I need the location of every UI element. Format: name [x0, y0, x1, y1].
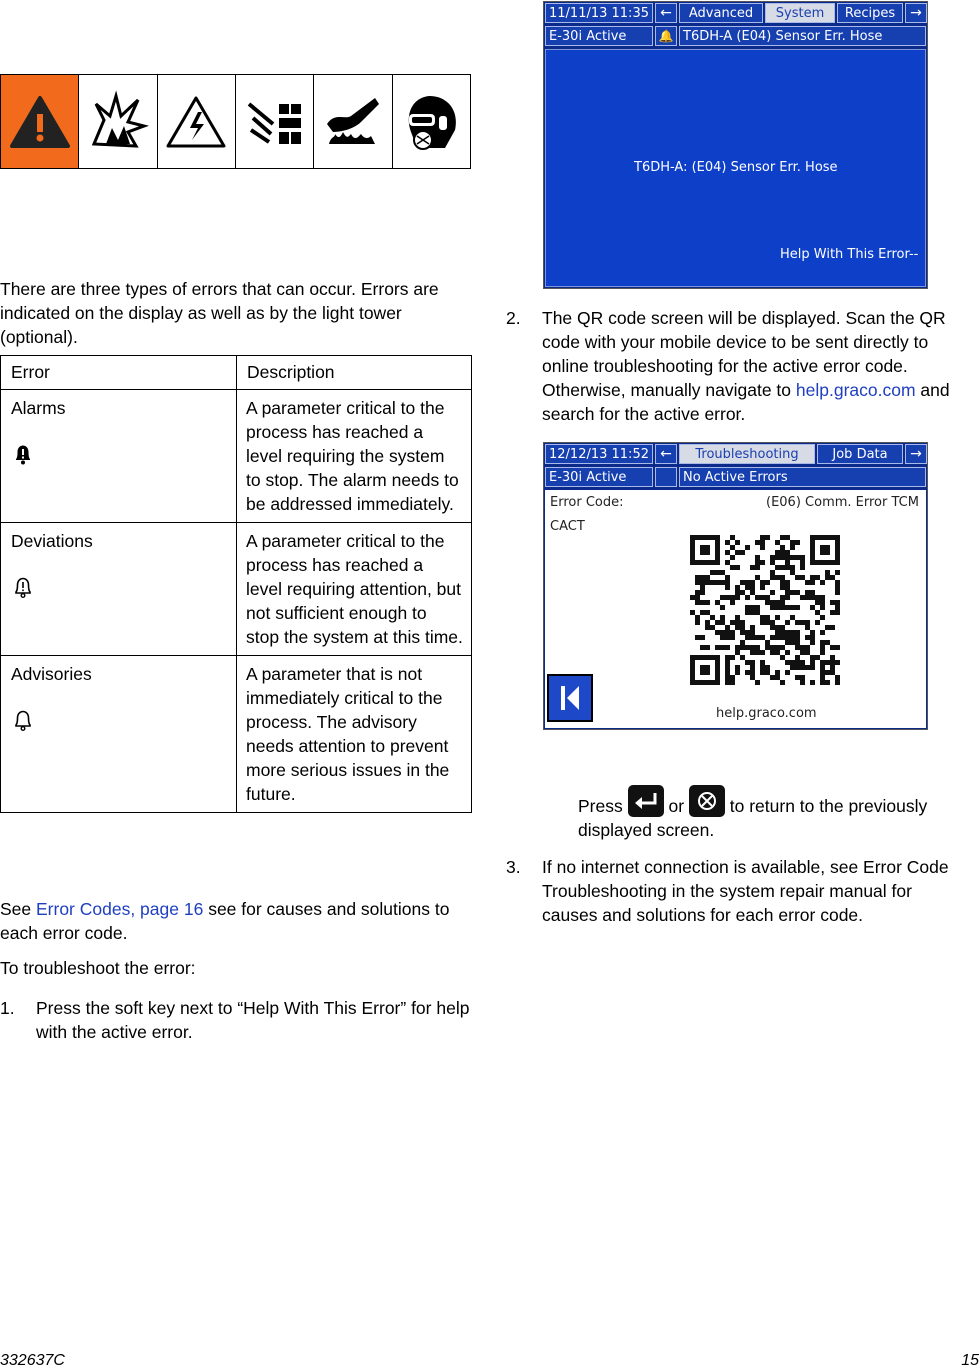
hazard-symbols [0, 74, 471, 169]
document-number: 332637C [0, 1352, 65, 1369]
status-bar: E-30i Active [545, 26, 653, 46]
tab-system[interactable]: System [765, 3, 835, 23]
error-cact: CACT [550, 519, 585, 534]
error-type-cell [1, 656, 237, 813]
tab-advanced[interactable]: Advanced [679, 3, 763, 23]
press-text-end: to return to the previously displayed screen. [578, 796, 928, 840]
arrow-right-icon[interactable]: → [905, 3, 927, 23]
page-number: 15 [961, 1352, 979, 1369]
see-suffix: see for causes and solutions to each error code. [0, 899, 450, 943]
empty-indicator [655, 467, 677, 487]
arrow-left-icon[interactable]: ← [655, 3, 677, 23]
step-text: Press the soft key next to “Help With This Error” for help with the active error. [36, 998, 470, 1042]
error-type-cell [1, 523, 237, 656]
step-2 [506, 306, 971, 426]
press-text: Press [578, 796, 628, 816]
error-description-cell: A parameter that is not immediately critical to the process. The advisory needs attention to prevent more serious issues in the future. [237, 656, 472, 813]
column-header: Error [1, 356, 237, 390]
datetime-bar: 11/11/13 11:35 [545, 3, 653, 23]
tab-job-data[interactable]: Job Data [817, 444, 903, 464]
status-bar: E-30i Active [545, 467, 653, 487]
troubleshoot-heading: To troubleshoot the error: [0, 958, 196, 978]
help-graco-link[interactable]: help.graco.com [795, 380, 916, 400]
ppe-icon [392, 75, 470, 168]
tab-recipes[interactable]: Recipes [837, 3, 903, 23]
table-row [1, 390, 472, 523]
step2-text-b: and search for the active error. [542, 380, 950, 424]
warning-triangle-icon [1, 75, 78, 168]
step-number: 1. [0, 998, 15, 1018]
datetime-bar: 12/12/13 11:52 [545, 444, 653, 464]
hot-surface-icon [313, 75, 391, 168]
step-3 [506, 855, 971, 955]
electric-shock-icon [157, 75, 235, 168]
error-type-label: Advisories [11, 664, 92, 684]
step2-text-a: The QR code screen will be displayed. Scan the QR code with your mobile device to be sent directly to online troubleshooting for the active error code. Otherwise, manually navigate to [542, 308, 946, 400]
step-text: If no internet connection is available, see Error Code Troubleshooting in the system repair manual for causes and solutions for each error code. [542, 857, 949, 925]
skip-back-icon [549, 676, 591, 720]
screen-error-text: T6DH-A: (E04) Sensor Err. Hose [634, 160, 838, 175]
deviation-bell-icon [11, 575, 35, 599]
help-url: help.graco.com [716, 706, 817, 721]
step-1 [0, 996, 472, 1046]
intro-paragraph: There are three types of errors that can occur. Errors are indicated on the display as well as by the light tower (optional). [0, 279, 439, 347]
error-type-cell [1, 390, 237, 523]
qr-code-screen [543, 442, 928, 730]
table-header-row [1, 356, 472, 390]
alarm-bell-icon [11, 442, 35, 466]
column-header: Description [237, 356, 472, 390]
error-codes-link[interactable]: Error Codes, page 16 [36, 899, 204, 919]
or-text: or [663, 796, 689, 816]
step-text [542, 306, 970, 426]
cancel-key-icon [689, 785, 725, 817]
alarm-bell-icon: 🔔 [655, 26, 677, 46]
arrow-right-icon[interactable]: → [905, 444, 927, 464]
error-types-table [0, 355, 472, 813]
qr-code-image [690, 535, 840, 685]
press-return-instruction [578, 794, 968, 842]
enter-key-icon [628, 785, 664, 817]
step-number: 2. [506, 308, 521, 328]
table-row [1, 523, 472, 656]
error-code-label: Error Code: [550, 495, 624, 510]
table-row [1, 656, 472, 813]
help-screen-display [543, 1, 928, 289]
error-description-cell: A parameter critical to the process has reached a level requiring the system to stop. The alarm needs to be addressed immediately. [237, 390, 472, 523]
crush-hazard-icon [235, 75, 313, 168]
arrow-left-icon[interactable]: ← [655, 444, 677, 464]
advisory-bell-icon [11, 708, 35, 732]
see-prefix: See [0, 899, 36, 919]
tab-troubleshooting[interactable]: Troubleshooting [679, 444, 815, 464]
error-type-label: Deviations [11, 531, 93, 551]
error-code-value: (E06) Comm. Error TCM [766, 495, 919, 510]
explosion-icon [78, 75, 156, 168]
error-bar: No Active Errors [679, 467, 926, 487]
help-with-error-softkey[interactable]: Help With This Error-- [780, 247, 919, 262]
back-to-start-button[interactable] [547, 674, 593, 722]
see-error-codes [0, 897, 470, 945]
error-bar: T6DH-A (E04) Sensor Err. Hose [679, 26, 926, 46]
step-number: 3. [506, 857, 521, 877]
error-type-label: Alarms [11, 398, 66, 418]
error-description-cell: A parameter critical to the process has reached a level requiring attention, but not sufficient enough to stop the system at this time. [237, 523, 472, 656]
